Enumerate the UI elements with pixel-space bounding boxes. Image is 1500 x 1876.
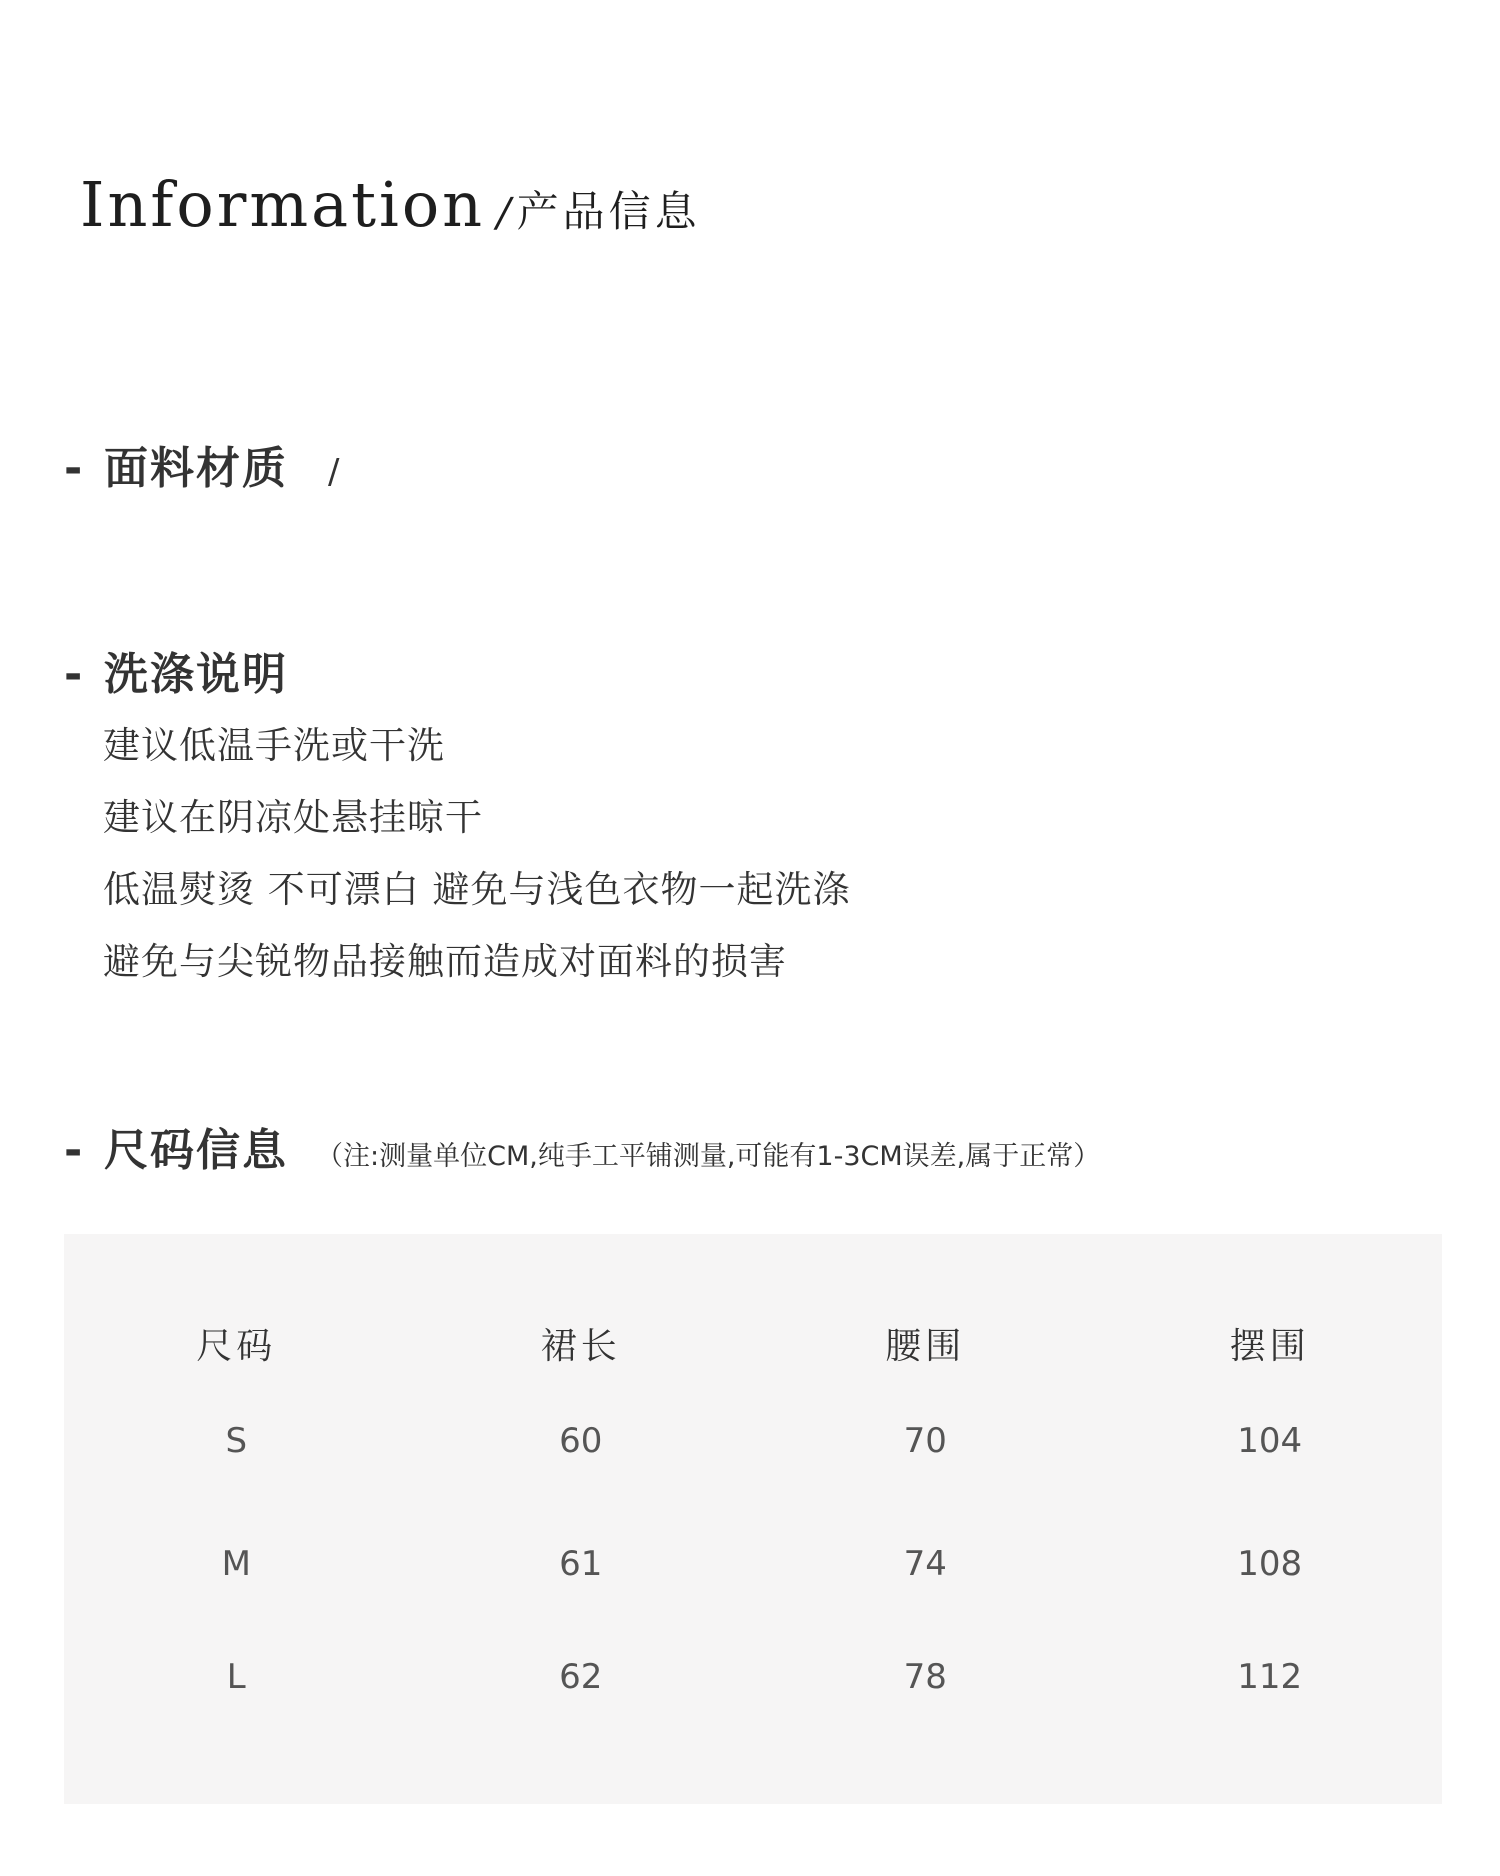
table-cell: S [225,1420,248,1461]
table-cell: 104 [1237,1420,1303,1461]
title-chinese: 产品信息 [516,187,701,236]
size-chart-panel [64,1234,1442,1804]
size-note: （注:测量单位CM,纯手工平铺测量,可能有1-3CM误差,属于正常） [316,1141,1101,1172]
table-cell: 108 [1237,1543,1303,1584]
size-section-header [64,1114,1100,1178]
size-chart-table [64,1234,1442,1733]
washing-instructions [103,724,851,1012]
size-title: 尺码信息 [104,1125,288,1176]
table-cell: 112 [1237,1656,1303,1697]
table-row [64,1620,1442,1733]
table-row [64,1507,1442,1620]
table-cell: 61 [559,1543,603,1584]
table-cell: L [226,1656,246,1697]
table-cell: 62 [559,1656,603,1697]
column-header-size: 尺码 [196,1325,277,1367]
column-header-skirt-length: 裙长 [540,1325,621,1367]
table-cell: 74 [903,1543,947,1584]
table-header-row [64,1234,1442,1374]
size-dash: - [64,1125,83,1176]
washing-line: 建议低温手洗或干洗 [103,724,445,767]
title-english: Information [80,168,486,241]
fabric-value: / [328,452,340,492]
column-header-hem: 摆围 [1229,1325,1310,1367]
washing-line: 建议在阴凉处悬挂晾干 [103,796,483,839]
fabric-dash: - [64,443,83,494]
fabric-section-header [64,432,339,496]
washing-dash: - [64,649,83,700]
page-title [80,168,701,248]
fabric-title: 面料材质 [104,443,288,494]
column-header-waist: 腰围 [885,1325,966,1367]
table-row [64,1374,1442,1507]
washing-line: 避免与尖锐物品接触而造成对面料的损害 [103,940,787,983]
table-cell: 78 [903,1656,947,1697]
washing-line: 低温熨烫 不可漂白 避免与浅色衣物一起洗涤 [103,868,851,911]
washing-title: 洗涤说明 [104,649,288,700]
washing-section-header [64,638,288,702]
table-cell: 60 [559,1420,603,1461]
table-cell: M [221,1543,251,1584]
title-separator: / [492,190,516,236]
table-cell: 70 [903,1420,947,1461]
